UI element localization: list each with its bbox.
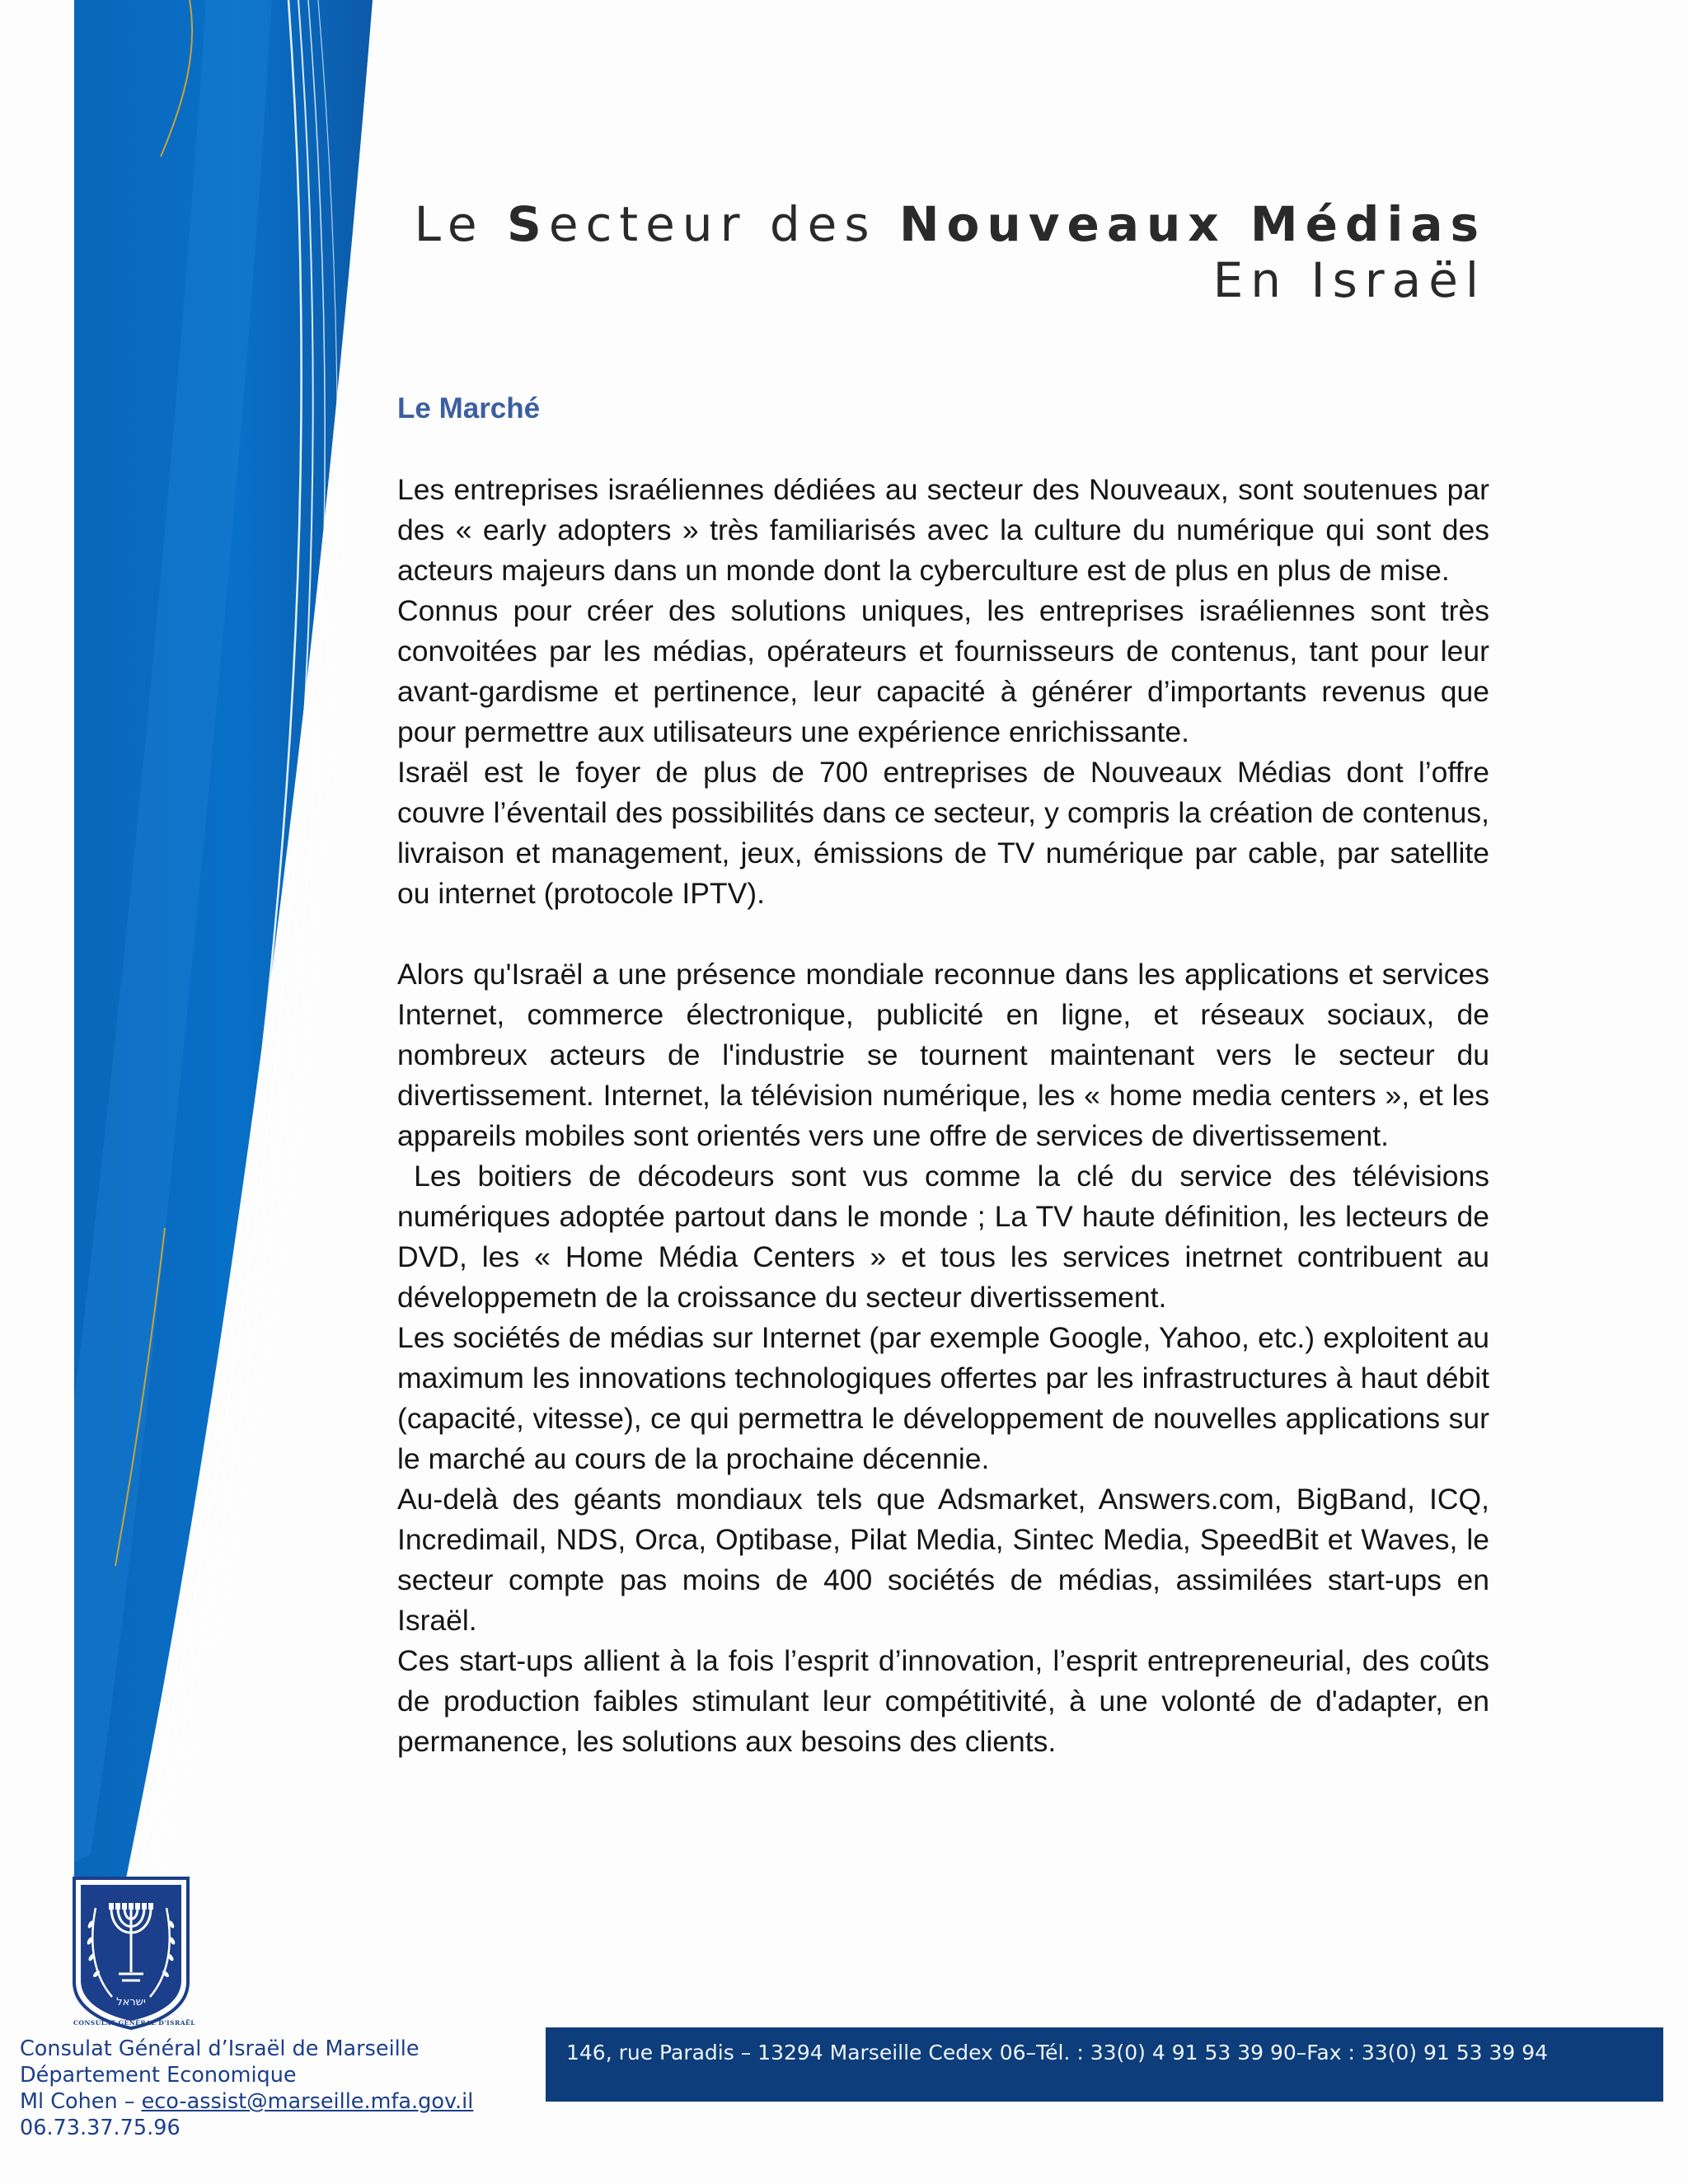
emblem-caption: CONSULAT GÉNÉRAL D'ISRAËL [73,2019,196,2027]
body-text [397,470,1498,1762]
footer-contact-line: Ml Cohen – eco-assist@marseille.mfa.gov.il [20,2089,474,2114]
paragraph: Les sociétés de médias sur Internet (par exemple Google, Yahoo, etc.) exploitent au maximum les innovations technologiques offertes par les infrastructures à haut débit (capacité, vitesse), ce qui permettra le développement de nouvelles applications sur le marché au cours de la prochaine décennie. [397,1321,1489,1475]
svg-text:ישראל: ישראל [116,1996,146,2008]
paragraph: Alors qu'Israël a une présence mondiale reconnue dans les applications et services Internet, commerce électronique, publicité en ligne, et réseaux sociaux, de nombreux acteurs de l'industrie se tournent maintenant vers le secteur du divertissement. Internet, la télévision numérique, les « home media centers », et les appareils mobiles sont orientés vers une offre de services de divertissement. [397,958,1489,1152]
document-subtitle: En Israël [1212,252,1486,308]
footer-dept: Département Economique [20,2063,297,2088]
paragraph: Israël est le foyer de plus de 700 entreprises de Nouveaux Médias dont l’offre couvre l’éventail des possibilités dans ce secteur, y compris la création de contenus, livraison et management, jeux, émissions de TV numérique par cable, par satellite ou internet (protocole IPTV). [397,756,1489,910]
footer-phone: 06.73.37.75.96 [20,2116,181,2140]
paragraph: Les boitiers de décodeurs sont vus comme la clé du service des télévisions numériques adoptée partout dans le monde ; La TV haute définition, les lecteurs de DVD, les « Home Média Centers » et tous les services inetrnet contribuent au développemetn de la croissance du secteur divertissement. [397,1160,1498,1314]
footer-address-bar [546,2027,1663,2102]
footer-address: 146, rue Paradis – 13294 Marseille Cedex 06–Tél. : 33(0) 4 91 53 39 90–Fax : 33(0) 91 53 39 94 [566,2041,1549,2064]
paragraph: Les entreprises israéliennes dédiées au secteur des Nouveaux, sont soutenues par des « early adopters » très familiarisés avec la culture du numérique qui sont des acteurs majeurs dans un monde dont la cyberculture est de plus en plus de mise. [397,473,1489,587]
state-emblem-icon [71,1875,191,2030]
footer-org: Consulat Général d’Israël de Marseille [20,2036,420,2061]
email-link[interactable]: eco-assist@marseille.mfa.gov.il [141,2089,474,2114]
section-heading: Le Marché [397,392,541,424]
footer-contact [20,2036,473,2141]
document-title: Le Secteur des Nouveaux Médias [414,196,1486,252]
paragraph: Ces start-ups allient à la fois l’esprit d’innovation, l’esprit entrepreneurial, des coûts de production faibles stimulant leur compétitivité, à une volonté de d'adapter, en permanence, les solutions aux besoins des clients. [397,1644,1489,1758]
paragraph: Connus pour créer des solutions uniques, les entreprises israéliennes sont très convoitées par les médias, opérateurs et fournisseurs de contenus, tant pour leur avant-gardisme et pertinence, leur capacité à générer d’importants revenus que pour permettre aux utilisateurs une expérience enrichissante. [397,594,1489,748]
paragraph: Au-delà des géants mondiaux tels que Adsmarket, Answers.com, BigBand, ICQ, Incredimail, NDS, Orca, Optibase, Pilat Media, Sintec Media, SpeedBit et Waves, le secteur compte pas moins de 400 sociétés de médias, assimilées start-ups en Israël. [397,1483,1489,1637]
